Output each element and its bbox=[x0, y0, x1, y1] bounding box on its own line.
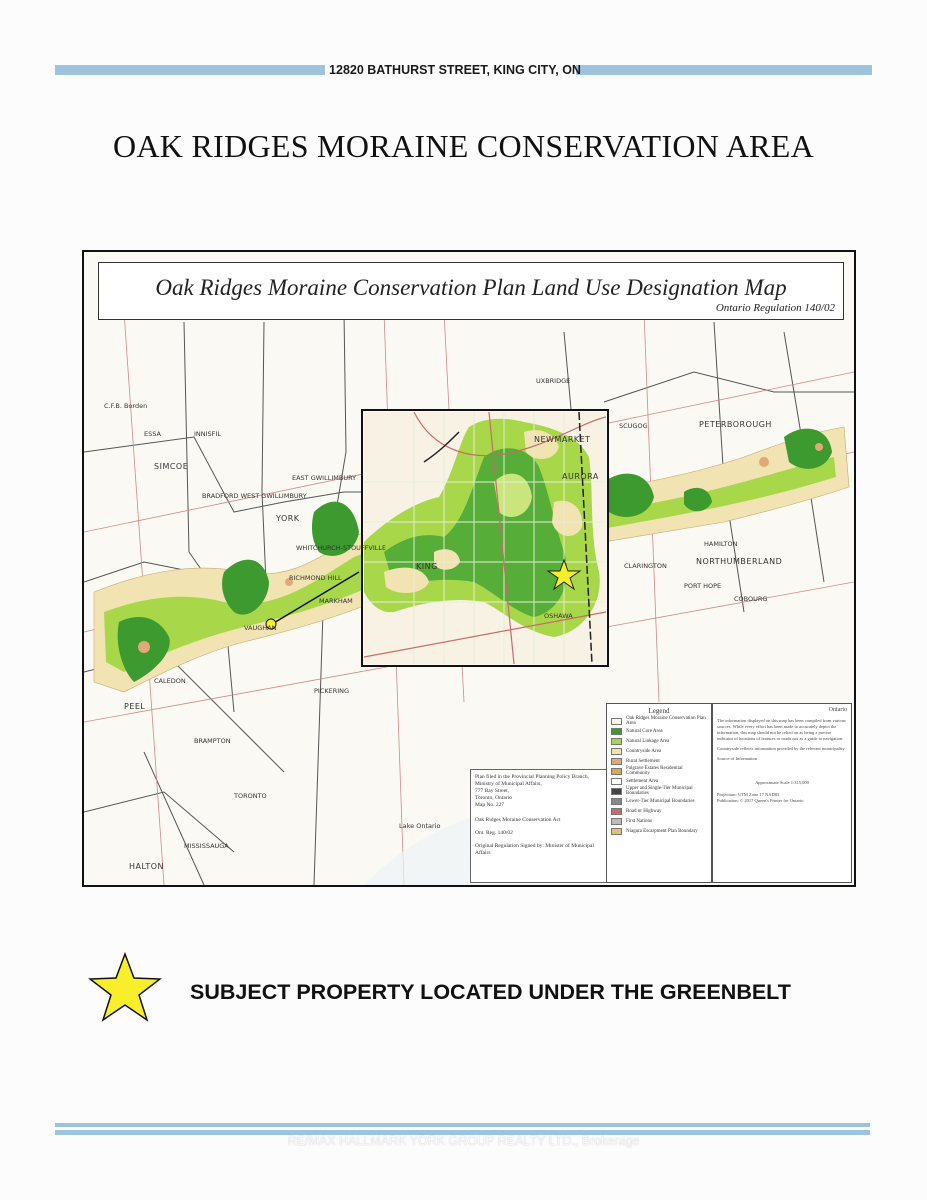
label-east-gwillimbury: EAST GWILLIMBURY bbox=[292, 474, 357, 482]
land-use-map bbox=[82, 250, 856, 887]
plan-line-4: Toronto, Ontario bbox=[475, 795, 512, 801]
legend-item bbox=[611, 797, 707, 805]
brokerage-watermark: RE/MAX HALLMARK YORK GROUP REALTY LTD., Brokerage bbox=[287, 1134, 640, 1148]
label-pickering: PICKERING bbox=[314, 687, 350, 695]
label-northumberland: NORTHUMBERLAND bbox=[696, 557, 783, 566]
legend-title: Legend bbox=[648, 707, 670, 715]
info-text-5: Projection: UTM Zone 17 NAD83 bbox=[717, 792, 780, 797]
plan-line-2: Ministry of Municipal Affairs, bbox=[475, 781, 542, 787]
legend-label: Oak Ridges Moraine Conservation Plan Area bbox=[626, 716, 706, 726]
label-newmarket: NEWMARKET bbox=[534, 435, 591, 444]
label-hamilton: HAMILTON bbox=[704, 540, 738, 548]
plan-line-5: Map No. 227 bbox=[475, 802, 505, 808]
label-halton: HALTON bbox=[129, 862, 165, 871]
legend-swatch bbox=[611, 828, 622, 835]
map-info-box bbox=[712, 703, 852, 883]
label-lake-ontario: Lake Ontario bbox=[399, 822, 441, 830]
legend-label: First Nations bbox=[626, 818, 652, 824]
legend-swatch bbox=[611, 788, 622, 795]
label-richmond-hill: RICHMOND HILL bbox=[289, 574, 342, 582]
footer-line-top bbox=[55, 1123, 870, 1127]
legend-swatch bbox=[611, 808, 622, 815]
legend-item bbox=[611, 757, 707, 765]
legend-swatch bbox=[611, 718, 622, 725]
map-title-box bbox=[98, 262, 844, 320]
label-mississauga: MISSISSAUGA bbox=[184, 842, 229, 850]
label-peel: PEEL bbox=[124, 702, 146, 711]
label-king: KING bbox=[416, 562, 438, 571]
legend-label: Settlement Area bbox=[626, 778, 659, 784]
legend-label: Lower-Tier Municipal Boundaries bbox=[626, 798, 695, 804]
legend-swatch bbox=[611, 768, 622, 775]
legend-item bbox=[611, 717, 707, 725]
legend-item bbox=[611, 727, 707, 735]
legend-label: Road or Highway bbox=[626, 808, 662, 814]
label-cobourg: COBOURG bbox=[734, 595, 768, 603]
legend-swatch bbox=[611, 748, 622, 755]
legend-item bbox=[611, 777, 707, 785]
info-text-6: Publication: © 2017 Queen's Printer for Ontario bbox=[717, 798, 804, 803]
label-essa: ESSA bbox=[144, 430, 161, 438]
label-york: YORK bbox=[276, 514, 300, 523]
legend-item bbox=[611, 807, 707, 815]
ontario-logo: Ontario bbox=[828, 707, 847, 713]
label-aurora: AURORA bbox=[562, 472, 599, 481]
label-brampton: BRAMPTON bbox=[194, 737, 231, 745]
plan-line-1: Plan filed in the Provincial Planning Policy Branch, bbox=[475, 774, 589, 780]
label-cfb-borden: C.F.B. Borden bbox=[104, 402, 148, 410]
property-address: 12820 BATHURST STREET, KING CITY, ON bbox=[329, 63, 581, 77]
info-text-1: The information displayed on this map has been compiled from various sources. While every effort has been made to accurately depict the information, this map should not be relied on as being a precise indicator of locations of features or roads nor as a guide to navigation. bbox=[717, 718, 846, 741]
legend-swatch bbox=[611, 798, 622, 805]
legend-swatch bbox=[611, 758, 622, 765]
plan-line-7: Ont. Reg. 140/02 bbox=[475, 830, 513, 836]
legend-item bbox=[611, 737, 707, 745]
header-bar-left bbox=[55, 65, 325, 75]
inset-map bbox=[362, 410, 608, 666]
legend-items bbox=[607, 717, 711, 835]
label-caledon: CALEDON bbox=[154, 677, 186, 685]
legend-label: Countryside Area bbox=[626, 748, 662, 754]
label-scugog: SCUGOG bbox=[619, 422, 648, 430]
legend-label: Natural Core Area bbox=[626, 728, 663, 734]
label-bradford: BRADFORD WEST GWILLIMBURY bbox=[202, 492, 307, 500]
legend-item bbox=[611, 817, 707, 825]
legend-label: Upper and Single-Tier Municipal Boundaries bbox=[626, 786, 693, 796]
legend-label: Rural Settlement bbox=[626, 758, 660, 764]
legend-swatch bbox=[611, 778, 622, 785]
legend-swatch bbox=[611, 818, 622, 825]
legend-item bbox=[611, 747, 707, 755]
legend-label: Palgrave Estates Residential Community bbox=[626, 766, 683, 776]
label-uxbridge: UXBRIDGE bbox=[536, 377, 571, 385]
subject-property-caption: SUBJECT PROPERTY LOCATED UNDER THE GREENBELT bbox=[190, 980, 791, 1004]
legend-label: Niagara Escarpment Plan Boundary bbox=[626, 828, 698, 834]
info-text-2: Countryside reflects information provided by the relevant municipality. bbox=[717, 746, 846, 751]
legend-item bbox=[611, 827, 707, 835]
legend-item bbox=[611, 787, 707, 795]
info-text-4: Approximate Scale 1:315,000 bbox=[755, 780, 809, 785]
map-legend bbox=[606, 703, 712, 883]
plan-line-8: Original Regulation Signed by: Minister of Municipal Affairs bbox=[475, 843, 594, 856]
map-title: Oak Ridges Moraine Conservation Plan Land Use Designation Map bbox=[155, 275, 787, 300]
legend-item bbox=[611, 767, 707, 775]
label-peterborough: PETERBOROUGH bbox=[699, 420, 772, 429]
label-whitchurch: WHITCHURCH-STOUFFVILLE bbox=[296, 544, 387, 552]
label-vaughan: VAUGHAN bbox=[244, 624, 277, 632]
label-oshawa: OSHAWA bbox=[544, 612, 573, 620]
star-icon bbox=[88, 952, 162, 1022]
legend-swatch bbox=[611, 728, 622, 735]
info-text-3: Source of Information bbox=[717, 756, 757, 761]
plan-filing-box bbox=[470, 769, 610, 883]
legend-label: Natural Linkage Area bbox=[626, 738, 670, 744]
label-port-hope: PORT HOPE bbox=[684, 582, 722, 590]
plan-line-6: Oak Ridges Moraine Conservation Act bbox=[475, 817, 561, 823]
label-clarington: CLARINGTON bbox=[624, 562, 667, 570]
plan-line-3: 777 Bay Street, bbox=[475, 788, 510, 794]
page-title: OAK RIDGES MORAINE CONSERVATION AREA bbox=[112, 128, 815, 164]
label-toronto: TORONTO bbox=[234, 792, 267, 800]
label-simcoe: SIMCOE bbox=[154, 462, 189, 471]
label-markham: MARKHAM bbox=[319, 597, 353, 605]
legend-swatch bbox=[611, 738, 622, 745]
map-subtitle: Ontario Regulation 140/02 bbox=[715, 302, 835, 314]
header-bar-right bbox=[576, 65, 872, 75]
label-innisfil: INNISFIL bbox=[194, 430, 221, 438]
